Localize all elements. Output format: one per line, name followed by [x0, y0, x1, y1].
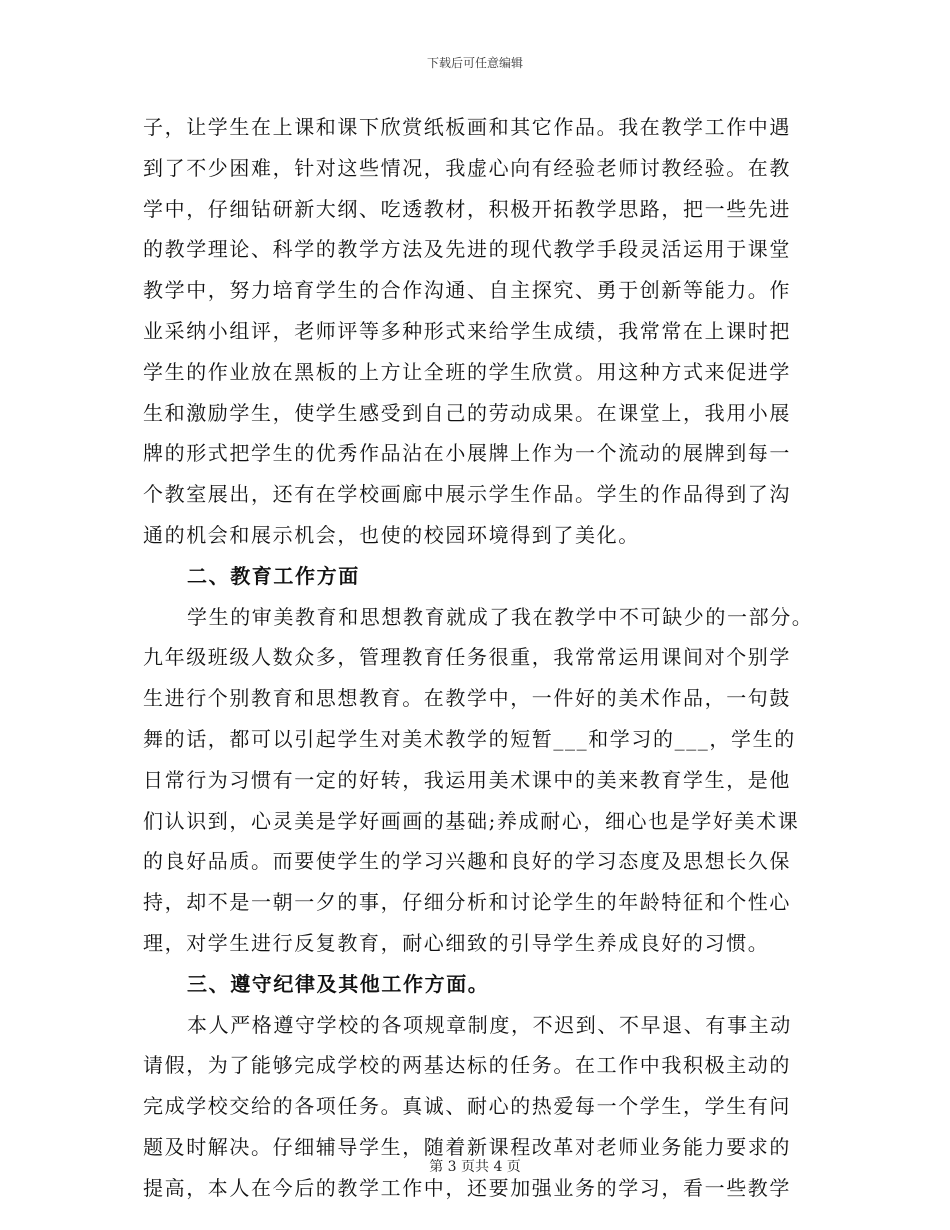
- text-line: 们认识到，心灵美是学好画画的基础;养成耐心，细心也是学好美术课: [143, 808, 800, 833]
- text-line: 的良好品质。而要使学生的学习兴趣和良好的学习态度及思想长久保: [143, 849, 791, 874]
- section-heading: 三、遵守纪律及其他工作方面。: [187, 971, 490, 996]
- text-line: 请假，为了能够完成学校的两基达标的任务。在工作中我积极主动的: [143, 1053, 791, 1078]
- text-line: 本人严格遵守学校的各项规章制度，不迟到、不早退、有事主动: [187, 1012, 792, 1037]
- text-line: 的教学理论、科学的教学方法及先进的现代教学手段灵活运用于课堂: [143, 237, 791, 262]
- text-line: 生进行个别教育和思想教育。在教学中，一件好的美术作品，一句鼓: [143, 686, 791, 711]
- text-line: 学生的作业放在黑板的上方让全班的学生欣赏。用这种方式来促进学: [143, 359, 791, 384]
- section-heading: 二、教育工作方面: [187, 563, 360, 588]
- text-line: 题及时解决。仔细辅导学生，随着新课程改革对老师业务能力要求的: [143, 1134, 791, 1159]
- text-line: 持，却不是一朝一夕的事，仔细分析和讨论学生的年龄特征和个性心: [143, 890, 791, 915]
- text-line: 个教室展出，还有在学校画廊中展示学生作品。学生的作品得到了沟: [143, 482, 791, 507]
- text-line: 提高，本人在今后的教学工作中，还要加强业务的学习，看一些教学: [143, 1175, 791, 1200]
- text-line: 业采纳小组评，老师评等多种形式来给学生成绩，我常常在上课时把: [143, 318, 791, 343]
- document-body: [143, 107, 814, 1209]
- text-line: 舞的话，都可以引起学生对美术教学的短暂___和学习的___，学生的: [143, 726, 796, 751]
- text-line: 生和激励学生，使学生感受到自己的劳动成果。在课堂上，我用小展: [143, 400, 791, 425]
- text-line: 学中，仔细钻研新大纲、吃透教材，积极开拓教学思路，把一些先进: [143, 196, 791, 221]
- text-line: 牌的形式把学生的优秀作品沾在小展牌上作为一个流动的展牌到每一: [143, 441, 791, 466]
- page-header: 下载后可任意编辑: [426, 56, 523, 70]
- text-line: 日常行为习惯有一定的好转，我运用美术课中的美来教育学生，是他: [143, 767, 791, 792]
- text-line: 通的机会和展示机会，也使的校园环境得到了美化。: [143, 522, 640, 547]
- text-line: 教学中，努力培育学生的合作沟通、自主探究、勇于创新等能力。作: [143, 278, 791, 303]
- text-line: 学生的审美教育和思想教育就成了我在教学中不可缺少的一部分。: [187, 604, 814, 629]
- text-line: 到了不少困难，针对这些情况，我虚心向有经验老师讨教经验。在教: [143, 155, 791, 180]
- text-line: 子，让学生在上课和课下欣赏纸板画和其它作品。我在教学工作中遇: [143, 115, 791, 139]
- text-line: 理，对学生进行反复教育，耐心细致的引导学生养成良好的习惯。: [143, 930, 770, 955]
- text-line: 九年级班级人数众多，管理教育任务很重，我常常运用课间对个别学: [143, 645, 791, 670]
- page-number: 第 3 页共 4 页: [429, 1159, 521, 1175]
- text-line: 完成学校交给的各项任务。真诚、耐心的热爱每一个学生，学生有问: [143, 1094, 791, 1119]
